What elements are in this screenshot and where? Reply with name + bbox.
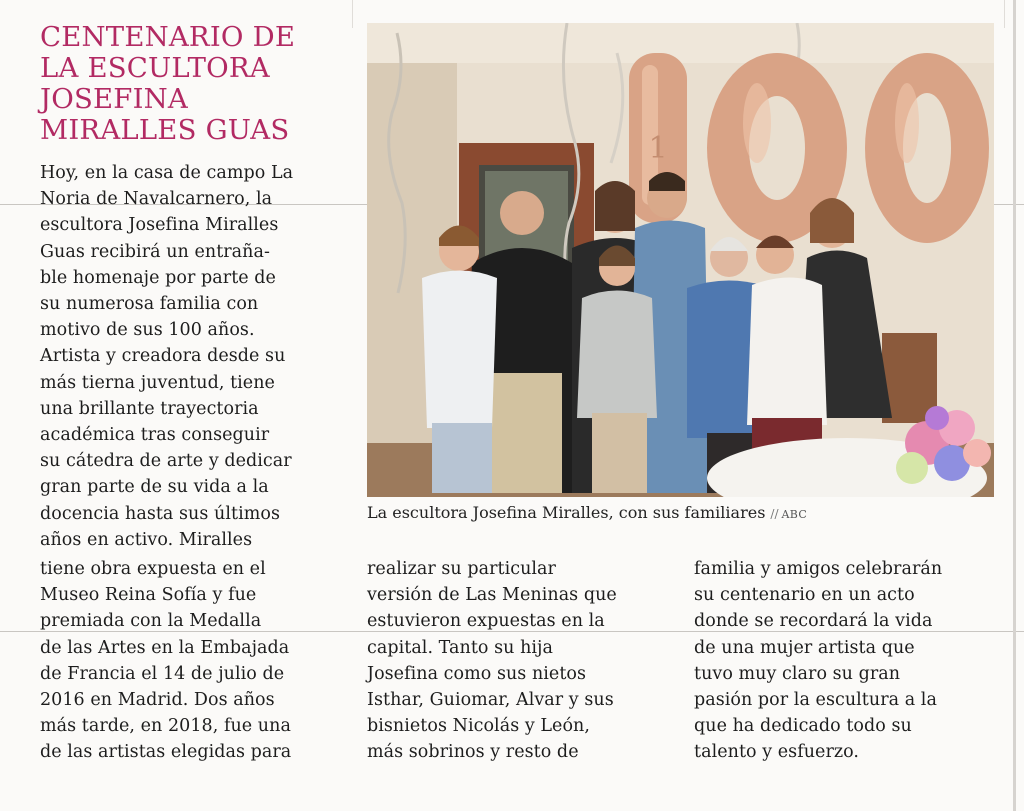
article-text-column-1-top: Hoy, en la casa de campo La Noria de Navalcarnero, la escultora Josefina Miralles Guas recibirá un entraña- ble homenaje por parte de su numerosa familia con motivo de sus 100 años. Artista y creadora desde su más tierna juventud, tiene una brillante trayectoria académica tras conseguir su cátedra de arte y dedicar gran parte de su vida a la docencia hasta sus últimos años en activo. Miralles <box>40 163 294 550</box>
column-rule <box>352 0 353 28</box>
page-edge <box>1013 0 1016 811</box>
column-rule <box>1004 0 1005 28</box>
balloon-digit: 1 <box>648 131 668 166</box>
caption-text: La escultora Josefina Miralles, con sus familiares <box>367 503 766 522</box>
article-text-column-1-bottom: tiene obra expuesta en el Museo Reina Sofía y fue premiada con la Medalla de las Artes en la Embajada de Francia el 14 de julio de 2016 en Madrid. Dos años más tarde, en 2018, fue una de las artistas elegidas para <box>40 559 292 763</box>
caption-separator: // <box>770 507 779 521</box>
family-photo <box>367 23 994 497</box>
article-text-column-2: realizar su particular versión de Las Meninas que estuvieron expuestas en la capital. Tanto su hija Josefina como sus nietos Isthar, Guiomar, Alvar y sus bisnietos Nicolás y León, más sobrinos y resto de <box>367 559 617 763</box>
photo-caption <box>367 502 994 526</box>
photo-credit: ABC <box>781 508 808 521</box>
family-photo-illustration <box>367 23 994 497</box>
article-text-column-3: familia y amigos celebrarán su centenario en un acto donde se recordará la vida de una mujer artista que tuvo muy claro su gran pasión por la escultura a la que ha dedicado todo su talento y esfuerzo. <box>694 559 943 763</box>
article-headline: CENTENARIO DE LA ESCULTORA JOSEFINA MIRALLES GUAS <box>40 21 296 146</box>
